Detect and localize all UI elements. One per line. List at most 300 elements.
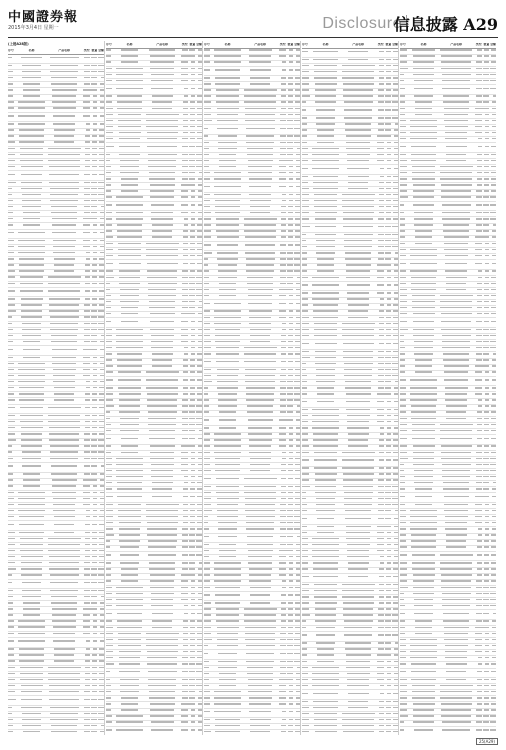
text-line	[216, 353, 239, 354]
table-cell	[180, 387, 188, 391]
table-cell	[90, 65, 98, 69]
table-cell	[8, 83, 17, 87]
text-line	[219, 679, 236, 680]
text-line	[197, 255, 202, 256]
text-line	[215, 329, 241, 330]
table-cell	[293, 661, 300, 665]
table-cell	[242, 61, 278, 65]
table-cell	[97, 252, 104, 256]
text-line	[98, 713, 104, 714]
text-line	[48, 276, 81, 277]
text-line	[181, 335, 188, 336]
table-cell	[144, 329, 180, 333]
table-cell	[90, 323, 98, 327]
table-cell	[97, 504, 104, 508]
text-line	[22, 451, 42, 452]
text-line	[117, 359, 142, 360]
text-line	[248, 562, 272, 563]
table-cell	[213, 697, 243, 701]
table-cell	[242, 142, 278, 146]
text-line	[302, 71, 309, 72]
text-line	[19, 654, 44, 655]
table-cell	[188, 639, 196, 643]
table-cell	[90, 71, 98, 75]
table-cell	[82, 544, 90, 548]
table-cell	[82, 648, 90, 652]
table-cell	[242, 295, 278, 299]
text-line	[106, 418, 110, 419]
text-line	[117, 613, 143, 614]
table-cell	[188, 283, 196, 287]
table-cell	[293, 439, 300, 443]
text-line	[204, 166, 209, 167]
table-cell	[195, 283, 202, 287]
table-cell	[293, 594, 300, 598]
table-cell	[293, 653, 300, 657]
table-cell	[106, 516, 115, 520]
text-line	[48, 538, 81, 539]
text-line	[119, 522, 141, 523]
table-row	[8, 230, 104, 240]
text-line	[196, 554, 202, 555]
table-cell	[17, 660, 47, 664]
text-line	[204, 703, 210, 704]
table-cell	[293, 711, 300, 715]
text-line	[119, 651, 141, 652]
table-cell	[180, 516, 188, 520]
text-line	[99, 166, 104, 167]
text-line	[302, 65, 309, 66]
table-cell	[213, 310, 243, 314]
table-cell	[115, 562, 145, 566]
table-cell	[180, 289, 188, 293]
table-cell	[293, 252, 300, 256]
table-cell	[293, 61, 300, 65]
text-line	[296, 679, 300, 680]
table-cell	[213, 244, 243, 248]
text-line	[8, 421, 15, 422]
table-cell	[195, 212, 202, 216]
table-cell	[188, 61, 196, 65]
text-line	[198, 88, 202, 89]
table-cell	[204, 101, 213, 105]
table-cell	[286, 387, 294, 391]
text-line	[245, 108, 276, 109]
text-line	[197, 243, 202, 244]
table-cell	[213, 399, 243, 403]
table-cell	[97, 421, 104, 425]
table-cell	[106, 697, 115, 701]
table-cell	[90, 341, 98, 345]
table-cell	[17, 154, 47, 158]
table-cell	[286, 580, 294, 584]
text-line	[295, 200, 300, 201]
table-cell	[144, 270, 180, 274]
table-cell	[242, 200, 278, 204]
table-cell	[278, 639, 286, 643]
table-cell	[242, 711, 278, 715]
table-row	[8, 730, 104, 735]
text-line	[214, 580, 240, 581]
text-line	[100, 369, 104, 370]
text-line	[216, 492, 239, 493]
table-cell	[8, 626, 17, 630]
table-cell	[286, 556, 294, 560]
table-cell	[213, 711, 243, 715]
table-cell	[213, 83, 243, 87]
table-cell	[293, 627, 300, 631]
table-cell	[278, 212, 286, 216]
table-cell	[293, 486, 300, 490]
text-line	[19, 135, 44, 136]
text-line	[106, 283, 110, 284]
table-cell	[180, 196, 188, 200]
table-cell	[204, 673, 213, 677]
table-cell	[278, 83, 286, 87]
text-line	[196, 546, 202, 547]
text-line	[215, 594, 240, 595]
text-line	[121, 452, 138, 453]
text-line	[313, 59, 337, 60]
text-line	[216, 486, 239, 487]
table-cell	[286, 381, 294, 385]
text-line	[204, 212, 211, 213]
table-cell	[213, 101, 243, 105]
text-line	[8, 538, 15, 539]
table-cell	[106, 301, 115, 305]
table-cell	[204, 323, 213, 327]
text-line	[20, 276, 44, 277]
text-line	[296, 562, 300, 563]
table-cell	[8, 194, 17, 198]
text-line	[99, 516, 104, 517]
table-cell	[188, 721, 196, 725]
table-cell	[188, 691, 196, 695]
table-cell	[293, 498, 300, 502]
table-cell	[188, 212, 196, 216]
table-cell	[204, 703, 213, 707]
table-cell	[90, 357, 98, 361]
table-cell	[204, 264, 213, 268]
table-cell	[286, 310, 294, 314]
table-cell	[188, 715, 196, 719]
table-cell	[46, 602, 82, 606]
text-line	[294, 510, 300, 511]
text-line	[21, 562, 42, 563]
table-cell	[115, 270, 145, 274]
text-line	[295, 719, 300, 720]
text-line	[198, 703, 202, 704]
text-line	[302, 109, 306, 110]
table-cell	[180, 554, 188, 558]
table-cell	[311, 71, 341, 75]
table-cell	[195, 593, 202, 597]
text-line	[244, 353, 276, 354]
table-cell	[8, 387, 17, 391]
table-cell	[97, 713, 104, 717]
text-line	[219, 160, 236, 161]
table-cell	[180, 685, 188, 689]
text-line	[296, 550, 300, 551]
text-line	[198, 321, 202, 322]
table-cell	[180, 154, 188, 158]
table-cell	[90, 349, 98, 353]
table-cell	[90, 246, 98, 250]
table-row	[8, 696, 104, 706]
text-line	[219, 411, 237, 412]
text-line	[106, 703, 111, 704]
table-cell	[242, 685, 278, 689]
table-cell	[204, 142, 213, 146]
text-line	[106, 605, 112, 606]
table-cell	[242, 154, 278, 158]
table-cell	[204, 528, 213, 532]
table-cell	[195, 568, 202, 572]
text-line	[106, 321, 111, 322]
table-cell	[204, 329, 213, 333]
table-cell	[82, 725, 90, 729]
table-cell	[17, 550, 47, 554]
table-cell	[8, 427, 17, 431]
table-cell	[195, 204, 202, 208]
table-cell	[8, 107, 17, 111]
text-line	[99, 129, 104, 130]
table-cell	[8, 304, 17, 308]
text-line	[98, 719, 104, 720]
text-line	[22, 590, 41, 591]
table-cell	[180, 146, 188, 150]
table-cell	[293, 317, 300, 321]
table-cell	[144, 160, 180, 164]
table-cell	[17, 407, 47, 411]
table-cell	[242, 230, 278, 234]
table-cell	[90, 596, 98, 600]
text-line	[106, 132, 113, 133]
text-line	[248, 427, 273, 428]
text-line	[245, 375, 275, 376]
text-line	[198, 587, 202, 588]
text-line	[215, 470, 239, 471]
text-line	[204, 587, 210, 588]
table-cell	[106, 166, 115, 170]
table-cell	[204, 200, 213, 204]
text-line	[198, 80, 202, 81]
table-row	[204, 183, 300, 193]
text-line	[119, 393, 141, 394]
text-line	[279, 445, 286, 446]
text-line	[121, 313, 138, 314]
table-cell	[90, 200, 98, 204]
table-cell	[188, 458, 196, 462]
text-line	[8, 451, 12, 452]
table-cell	[144, 522, 180, 526]
table-cell	[106, 476, 115, 480]
table-cell	[376, 65, 384, 69]
text-line	[99, 660, 104, 661]
table-cell	[188, 393, 196, 397]
text-line	[100, 107, 104, 108]
table-cell	[302, 109, 311, 113]
table-cell	[278, 230, 286, 234]
text-line	[99, 667, 104, 668]
table-cell	[188, 645, 196, 649]
text-line	[8, 341, 13, 342]
text-line	[54, 654, 74, 655]
table-cell	[188, 540, 196, 544]
text-line	[249, 186, 271, 187]
table-row	[302, 107, 398, 117]
table-cell	[188, 120, 196, 124]
text-line	[8, 174, 15, 175]
text-line	[296, 433, 300, 434]
text-line	[294, 142, 300, 143]
text-line	[204, 433, 210, 434]
text-line	[218, 264, 238, 265]
text-line	[198, 470, 202, 471]
text-line	[246, 661, 273, 662]
text-line	[106, 470, 112, 471]
text-line	[295, 458, 300, 459]
table-cell	[293, 725, 300, 729]
text-line	[116, 464, 143, 465]
text-line	[152, 224, 173, 225]
table-cell	[97, 141, 104, 145]
text-line	[116, 458, 144, 459]
table-cell	[97, 731, 104, 735]
table-cell	[106, 61, 115, 65]
table-cell	[46, 620, 82, 624]
table-cell	[278, 504, 286, 508]
table-cell	[97, 562, 104, 566]
table-cell	[106, 277, 115, 281]
table-header-row	[204, 41, 300, 49]
table-cell	[278, 486, 286, 490]
table-cell	[144, 568, 180, 572]
text-line	[152, 230, 172, 231]
table-cell	[144, 709, 180, 713]
table-cell	[293, 212, 300, 216]
text-line	[250, 594, 270, 595]
table-cell	[106, 307, 115, 311]
table-cell	[46, 160, 82, 164]
table-cell	[195, 329, 202, 333]
text-line	[197, 488, 202, 489]
table-cell	[278, 470, 286, 474]
table-cell	[293, 703, 300, 707]
text-line	[214, 55, 241, 56]
table-cell	[188, 263, 196, 267]
table-cell	[115, 627, 145, 631]
table-cell	[286, 661, 294, 665]
table-cell	[242, 194, 278, 198]
text-line	[8, 725, 13, 726]
table-cell	[213, 55, 243, 59]
text-line	[119, 671, 139, 672]
table-cell	[278, 478, 286, 482]
text-line	[19, 524, 44, 525]
text-line	[219, 427, 236, 428]
table-cell	[8, 679, 17, 683]
text-line	[204, 393, 208, 394]
text-line	[214, 691, 242, 692]
text-line	[18, 246, 45, 247]
table-cell	[188, 301, 196, 305]
table-cell	[293, 731, 300, 735]
text-line	[148, 540, 177, 541]
text-line	[296, 544, 300, 545]
text-line	[8, 252, 14, 253]
table-cell	[188, 587, 196, 591]
table-cell	[188, 627, 196, 631]
table-column-2	[106, 41, 203, 735]
text-line	[214, 186, 241, 187]
table-cell	[180, 178, 188, 182]
text-line	[204, 236, 211, 237]
table-cell	[204, 160, 213, 164]
table-cell	[82, 95, 90, 99]
table-cell	[195, 196, 202, 200]
text-line	[106, 399, 113, 400]
text-line	[248, 550, 273, 551]
table-cell	[8, 89, 17, 93]
text-line	[21, 433, 42, 434]
table-cell	[384, 89, 392, 93]
text-line	[250, 458, 271, 459]
table-cell	[90, 550, 98, 554]
text-line	[106, 411, 110, 412]
text-line	[121, 709, 138, 710]
table-cell	[180, 283, 188, 287]
table-cell	[293, 148, 300, 152]
table-cell	[106, 663, 115, 667]
text-line	[22, 194, 42, 195]
text-line	[244, 478, 277, 479]
text-line	[8, 608, 13, 609]
table-cell	[90, 298, 98, 302]
table-cell	[195, 522, 202, 526]
text-line	[217, 369, 239, 370]
table-row	[302, 49, 398, 59]
table-cell	[106, 645, 115, 649]
text-line	[18, 115, 45, 116]
text-line	[150, 452, 175, 453]
text-line	[98, 188, 104, 189]
text-line	[196, 424, 202, 425]
table-cell	[115, 263, 145, 267]
table-cell	[188, 685, 196, 689]
table-cell	[204, 128, 213, 132]
text-line	[215, 731, 239, 732]
table-cell	[8, 264, 17, 268]
table-cell	[106, 399, 115, 403]
text-line	[216, 614, 239, 615]
text-line	[204, 244, 211, 245]
text-line	[152, 95, 173, 96]
table-cell	[180, 341, 188, 345]
text-line	[244, 230, 276, 231]
text-line	[48, 283, 80, 284]
text-line	[204, 528, 209, 529]
table-cell	[180, 166, 188, 170]
table-cell	[213, 661, 243, 665]
text-line	[279, 703, 286, 704]
table-cell	[82, 270, 90, 274]
text-line	[118, 255, 141, 256]
table-cell	[97, 399, 104, 403]
text-line	[199, 301, 202, 302]
text-line	[198, 458, 202, 459]
table-cell	[17, 614, 47, 618]
